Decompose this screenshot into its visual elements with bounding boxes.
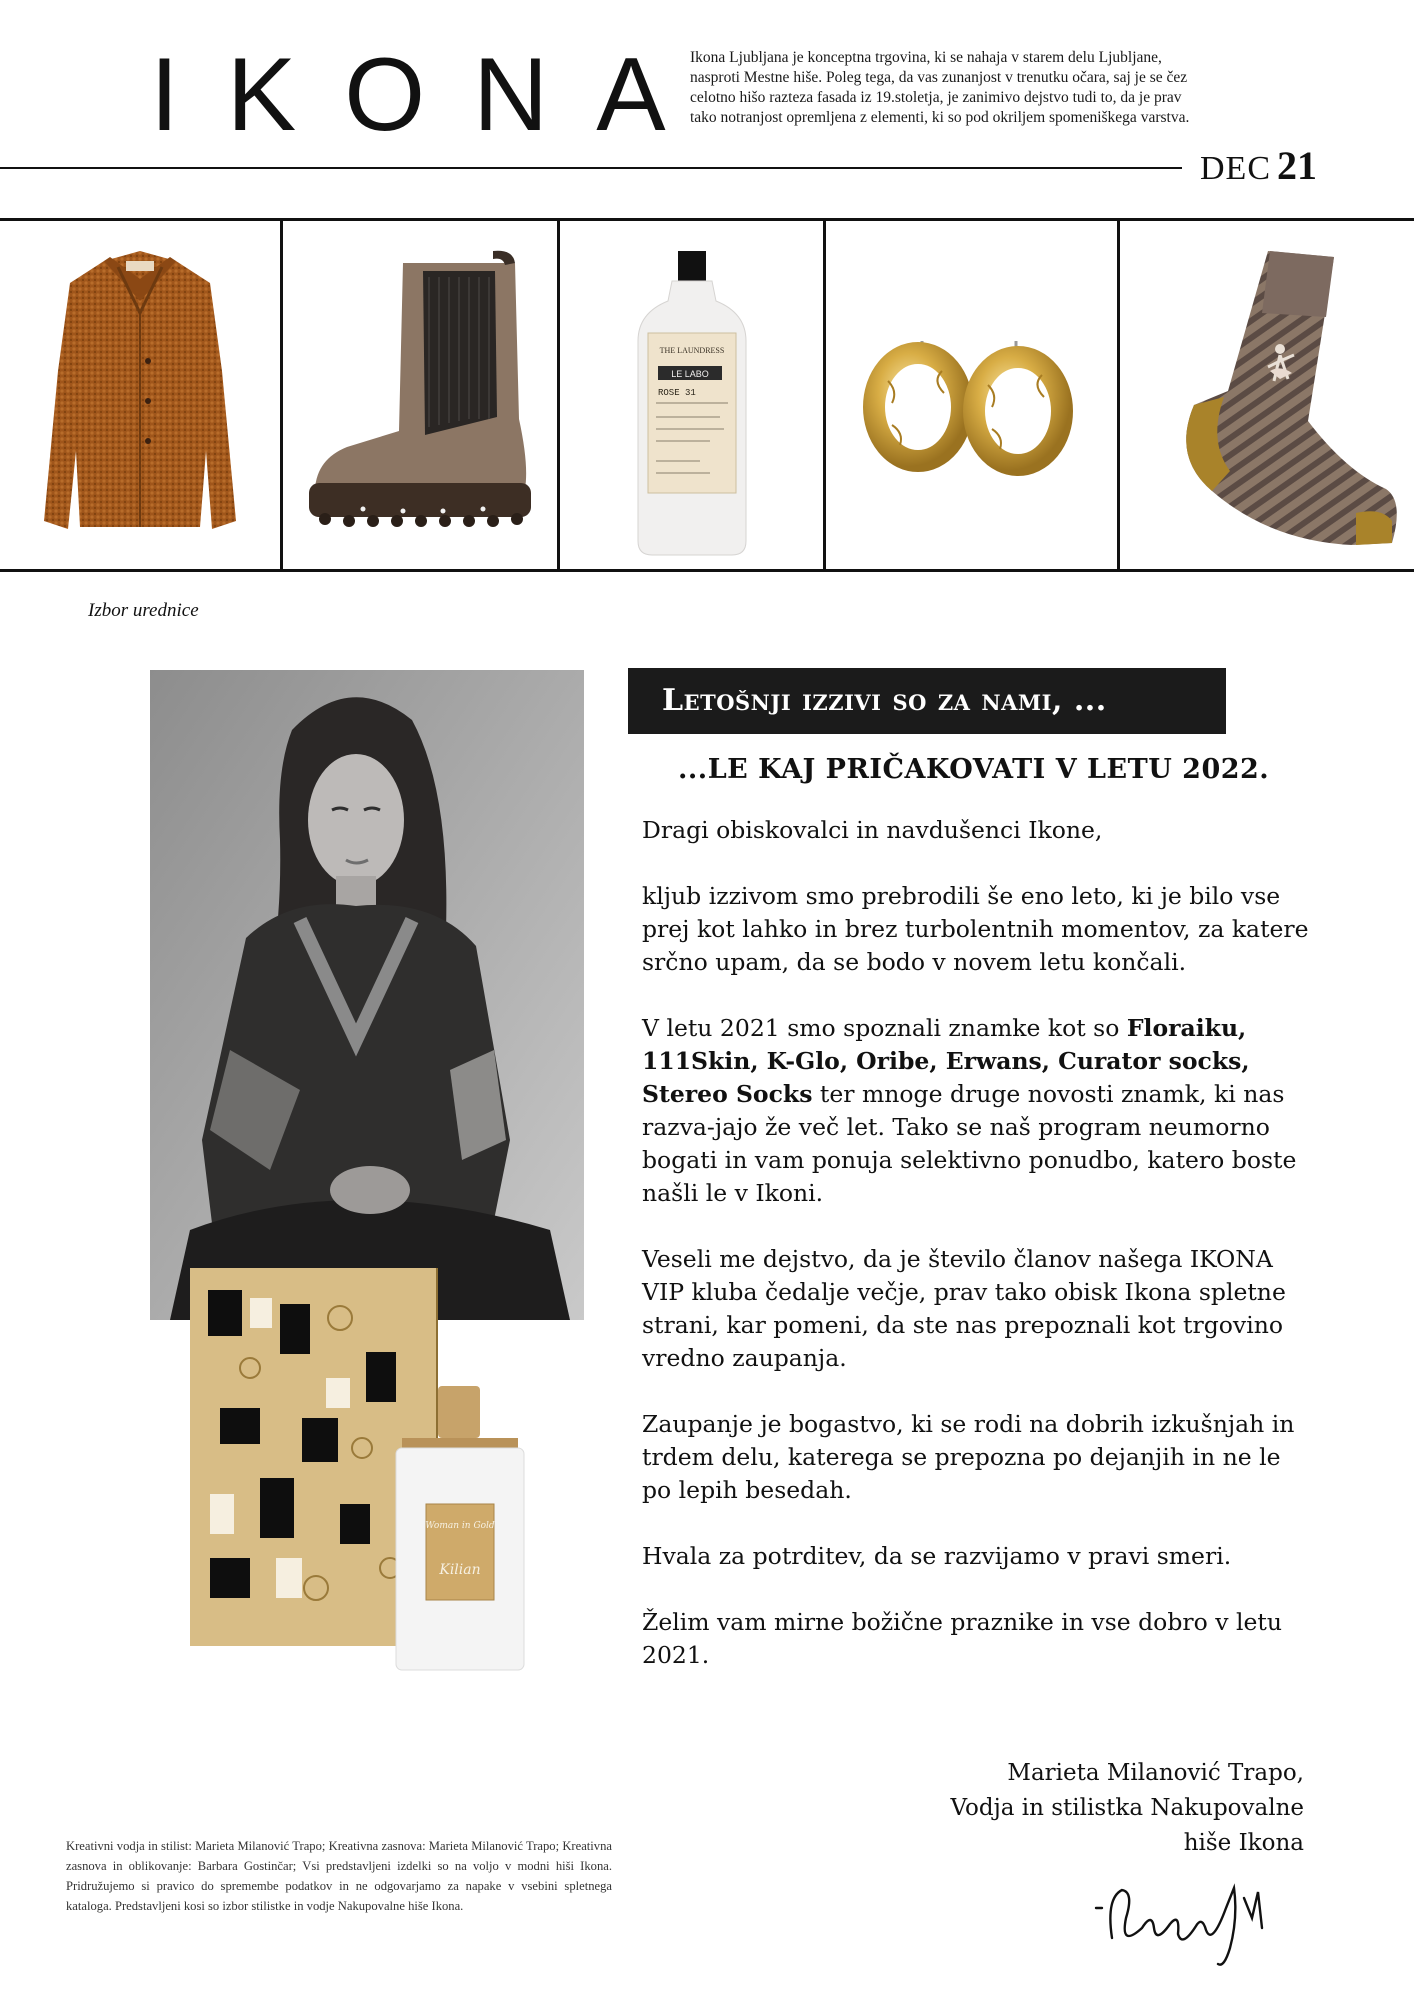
brand-logo: IKONA bbox=[150, 37, 714, 153]
earrings-image bbox=[826, 221, 1117, 569]
article-body bbox=[642, 814, 1310, 1705]
product-sock[interactable] bbox=[1120, 221, 1414, 569]
signature-role: Vodja in stilistka Nakupovalne hiše Ikona bbox=[950, 1795, 1304, 1856]
brands-outro: ter mnoge druge novosti znamk, ki nas razva-jajo že več let. Tako se naš program neumorno bogati in vam ponuja selektivno ponudbo, katero boste našli le v Ikoni. bbox=[642, 1080, 1297, 1207]
letter-paragraph-brands bbox=[642, 1012, 1310, 1210]
product-earrings[interactable] bbox=[826, 221, 1117, 569]
issue-day: 21 bbox=[1277, 143, 1317, 188]
product-boot[interactable] bbox=[283, 221, 557, 569]
portrait-photo bbox=[150, 670, 584, 1320]
store-intro-text: Ikona Ljubljana je konceptna trgovina, ki se nahaja v starem delu Ljubljane, nasproti Mestne hiše. Poleg tega, da vas zunanjost v trenutku očara, saj je se čez celotno hišo razteza fasada iz 19.stoletja, je zanimivo dejstvo tudi to, da je prav tako notranjost opremljena z elementi, ki so pod okriljem spomeniškega varstva. bbox=[690, 49, 1190, 126]
bottle-brand-mid: LE LABO bbox=[671, 369, 709, 379]
editor-pick-caption: Izbor urednice bbox=[88, 600, 199, 621]
bottle-scent: ROSE 31 bbox=[658, 388, 696, 398]
signature-block bbox=[900, 1756, 1304, 1861]
perfume-brand: Kilian bbox=[439, 1562, 481, 1578]
issue-month: DEC bbox=[1200, 150, 1271, 187]
letter-paragraph: Hvala za potrditev, da se razvijamo v pravi smeri. bbox=[642, 1542, 1232, 1570]
letter-paragraph: kljub izzivom smo prebrodili še eno leto, ki je bilo vse prej kot lahko in brez turbolentnih momentov, za katere srčno upam, da se bodo v novem letu končali. bbox=[642, 882, 1309, 976]
product-strip bbox=[0, 218, 1414, 572]
product-detergent[interactable] bbox=[560, 221, 823, 569]
product-coat[interactable] bbox=[0, 221, 280, 569]
perfume-image bbox=[190, 1268, 550, 1672]
brands-intro: V letu 2021 smo spoznali znamke kot so bbox=[642, 1014, 1127, 1042]
credits-footnote: Kreativni vodja in stilist: Marieta Milanović Trapo; Kreativna zasnova: Marieta Milanović Trapo; Kreativna zasnova in oblikovanje: Barbara Gostinčar; Vsi predstavljeni izdelki so na voljo v modni hiši Ikona. Pridružujemo si pravico do spremembe podatkov in ne odgovarjamo za napake v vsebini spletnega kataloga. Predstavljeni kosi so izbor stilistke in vodje Nakupovalne hiše Ikona. bbox=[66, 1839, 612, 1913]
bottle-brand-top: THE LAUNDRESS bbox=[659, 346, 725, 355]
article-subtitle: ...LE KAJ PRIČAKOVATI V LETU 2022. bbox=[678, 754, 1270, 785]
brand-list: Floraiku, 111Skin, K-Glo, Oribe, Erwans, Curator socks, Stereo Socks bbox=[642, 1014, 1250, 1108]
coat-image bbox=[0, 221, 280, 569]
issue-date bbox=[1200, 142, 1317, 186]
signature-icon bbox=[1082, 1868, 1282, 1978]
letter-paragraph: Zaupanje je bogastvo, ki se rodi na dobrih izkušnjah in trdem delu, katerega se prepozna po dejanjih in ne le po lepih besedah. bbox=[642, 1410, 1295, 1504]
header-divider bbox=[0, 167, 1182, 169]
signature-name: Marieta Milanović Trapo, bbox=[1007, 1760, 1304, 1786]
boot-image bbox=[283, 221, 557, 569]
perfume-label: Woman in Gold bbox=[425, 1521, 495, 1531]
sock-image bbox=[1120, 221, 1414, 569]
bottle-image bbox=[560, 221, 823, 569]
article-title: Letošnji izzivi so za nami, ... bbox=[628, 668, 1226, 734]
letter-paragraph: Veseli me dejstvo, da je število članov našega IKONA VIP kluba čedalje večje, prav tako obisk Ikona spletne strani, kar pomeni, da ste nas prepoznali kot trgovino vredno zaupanja. bbox=[642, 1245, 1286, 1372]
stylist-portrait bbox=[150, 670, 584, 1320]
letter-greeting: Dragi obiskovalci in navdušenci Ikone, bbox=[642, 816, 1103, 844]
letter-paragraph: Želim vam mirne božične praznike in vse dobro v letu 2021. bbox=[642, 1608, 1282, 1669]
handwritten-signature bbox=[1082, 1868, 1282, 1978]
perfume-box-and-bottle bbox=[190, 1268, 550, 1672]
